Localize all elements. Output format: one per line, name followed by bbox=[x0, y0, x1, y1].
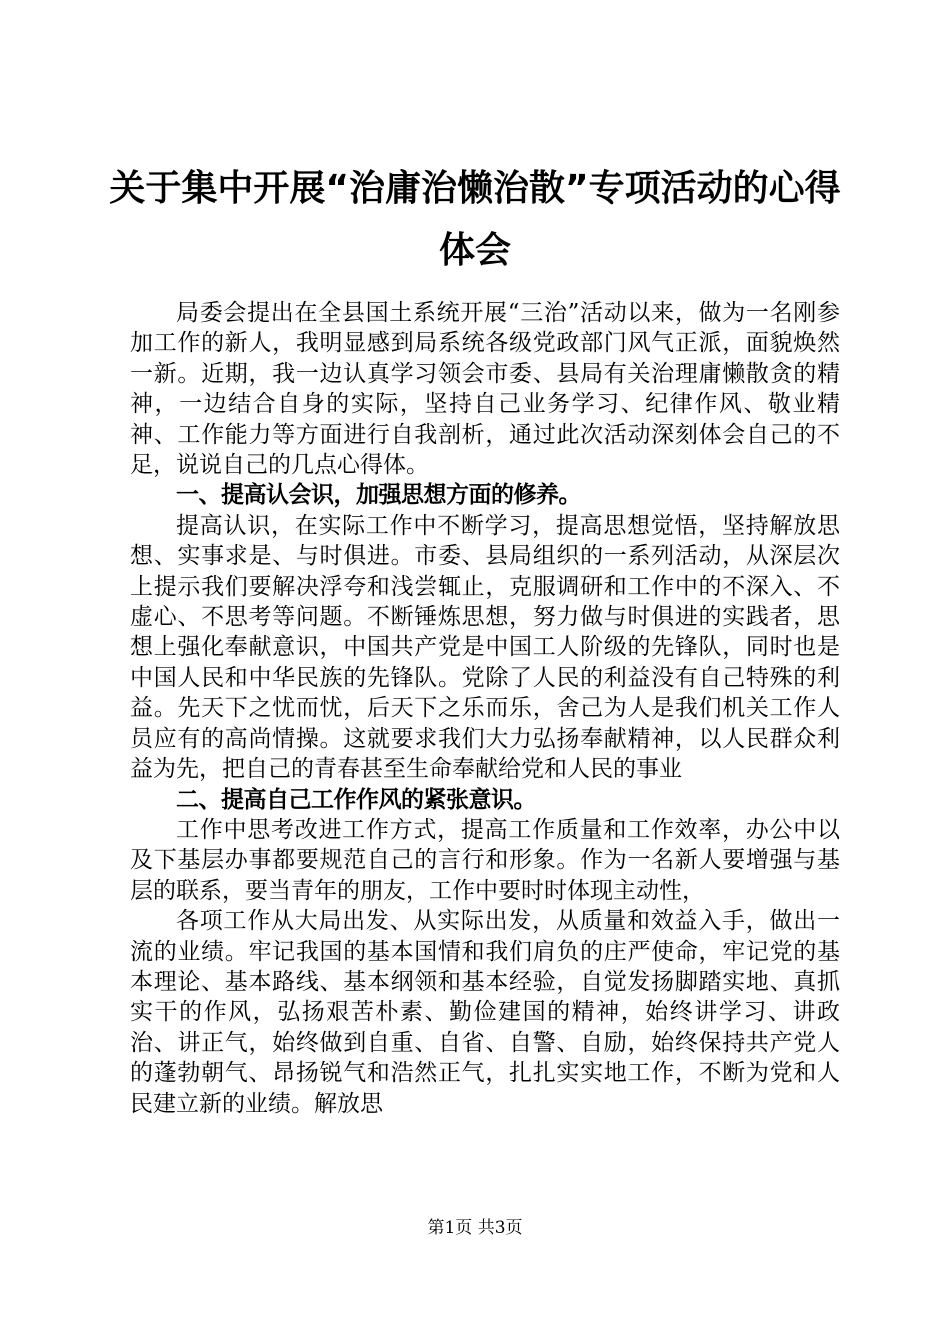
page-number-footer: 第1页 共3页 bbox=[427, 1218, 523, 1238]
paragraph-section-2b: 各项工作从大局出发、从实际出发，从质量和效益入手，做出一流的业绩。牢记我国的基本国情和我们肩负的庄严使命，牢记党的基本理论、基本路线、基本纲领和基本经验，自觉发扬脚踏实地、真抓实干的作风，弘扬艰苦朴素、勤俭建国的精神，始终讲学习、讲政治、讲正气，始终做到自重、自省、自警、自励，始终保持共产党人的蓬勃朝气、昂扬锐气和浩然正气，扎扎实实地工作，不断为党和人民建立新的业绩。解放思 bbox=[130, 908, 840, 1117]
paragraph-section-1: 提高认识，在实际工作中不断学习，提高思想觉悟，坚持解放思想、实事求是、与时俱进。市委、县局组织的一系列活动，从深层次上提示我们要解决浮夸和浅尝辄止，克服调研和工作中的不深入、不虚心、不思考等问题。不断锤炼思想，努力做与时俱进的实践者，思想上强化奉献意识，中国共产党是中国工人阶级的先锋队，同时也是中国人民和中华民族的先锋队。党除了人民的利益没有自己特殊的利益。先天下之忧而忧，后天下之乐而乐，舍己为人是我们机关工作人员应有的高尚情操。这就要求我们大力弘扬奉献精神，以人民群众利益为先，把自己的青春甚至生命奉献给党和人民的事业 bbox=[130, 512, 840, 783]
document-body bbox=[130, 298, 840, 1119]
document-title: 关于集中开展“治庸治懒治散”专项活动的心得体会 bbox=[109, 168, 841, 271]
paragraph-section-2a: 工作中思考改进工作方式，提高工作质量和工作效率，办公中以及下基层办事都要规范自己的言行和形象。作为一名新人要增强与基层的联系，要当青年的朋友，工作中要时时体现主动性， bbox=[130, 816, 840, 904]
section-heading-2: 二、提高自己工作作风的紧张意识。 bbox=[176, 786, 536, 813]
paragraph-intro: 局委会提出在全县国土系统开展“三治”活动以来，做为一名刚参加工作的新人，我明显感到局系统各级党政部门风气正派，面貌焕然一新。近期，我一边认真学习领会市委、县局有关治理庸懒散贪的精神，一边结合自身的实际，坚持自己业务学习、纪律作风、敬业精神、工作能力等方面进行自我剖析，通过此次活动深刻体会自己的不足，说说自己的几点心得体。 bbox=[130, 300, 840, 479]
section-heading-1: 一、提高认会识，加强思想方面的修养。 bbox=[176, 482, 581, 509]
